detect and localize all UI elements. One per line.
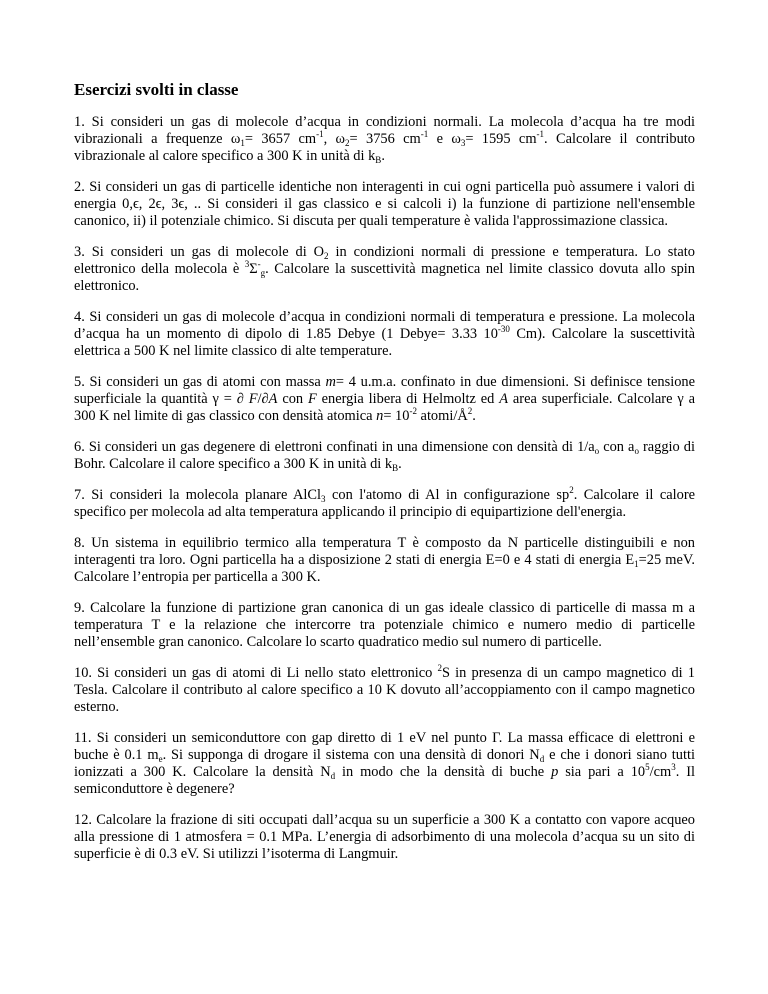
text-run: . (398, 456, 402, 472)
exercise-7 (74, 487, 695, 521)
text-run: con a (599, 439, 635, 455)
exercise-9 (74, 600, 695, 651)
text-run: = 3657 cm (244, 131, 317, 147)
text-run: in modo che la densità di buche (335, 764, 552, 780)
exercise-6 (74, 439, 695, 473)
exercise-8 (74, 535, 695, 586)
exercise-5 (74, 374, 695, 425)
superscript: -1 (316, 129, 324, 139)
subscript: 1 (240, 138, 245, 148)
superscript: - (257, 259, 261, 269)
subscript: 2 (324, 251, 329, 261)
text-run: raggio di Bohr. Calcolare il calore specifico a 300 K in unità di k (74, 439, 695, 472)
text-run: 10. Si consideri un gas di atomi di Li nello stato elettronico (74, 665, 438, 681)
exercise-1 (74, 114, 695, 165)
text-run: . Si supponga di drogare il sistema con una densità di donori N (162, 747, 540, 763)
superscript: 3 (671, 762, 676, 772)
text-run: energia libera di Helmoltz ed (316, 391, 500, 407)
text-run: 9. Calcolare la funzione di partizione gran canonica di un gas ideale classico di particelle di massa m a temperatura T e la relazione che intercorre tra potenziale chimico e numero medio di particelle nell’ensemble gran canonico. Calcolare lo scarto quadratico medio sul numero di particelle. (74, 600, 695, 650)
text-run: . Calcolare il calore specifico per molecola ad alta temperatura applicando il principio di equipartizione dell'energia. (74, 487, 695, 520)
exercise-11 (74, 730, 695, 798)
text-run: Σ (249, 261, 258, 277)
exercise-list (74, 114, 695, 863)
text-run: e che i donori siano tutti ionizzati a 300 K. Calcolare la densità N (74, 747, 695, 780)
text-run: S in presenza di un campo magnetico di 1 Tesla. Calcolare il contributo al calore specifico a 10 K dovuto all’accoppiamento con il campo magnetico esterno. (74, 665, 695, 715)
text-run: in condizioni normali di pressione e temperatura. Lo stato elettronico della molecola è (74, 244, 695, 277)
subscript: g (260, 268, 266, 278)
italic-symbol: A (268, 391, 278, 407)
subscript: 3 (321, 494, 326, 504)
italic-symbol: m (325, 374, 336, 390)
superscript: 2 (569, 485, 574, 495)
exercise-12 (74, 812, 695, 863)
italic-symbol: F (248, 391, 258, 407)
document-title: Esercizi svolti in classe (74, 80, 239, 99)
subscript: 2 (345, 138, 350, 148)
subscript: o (594, 446, 600, 456)
exercise-3 (74, 244, 695, 295)
text-run: = 3756 cm (349, 131, 421, 147)
italic-symbol: n (376, 408, 384, 424)
text-run: 6. Si consideri un gas degenere di elettroni confinati in una dimensione con densità di 1/a (74, 439, 595, 455)
text-run: . (381, 148, 385, 164)
text-run: 11. Si consideri un semiconduttore con gap diretto di 1 eV nel punto Γ. La massa efficace di elettroni e buche è 0.1 m (74, 730, 695, 763)
text-run: sia pari a 10 (558, 764, 646, 780)
superscript: -30 (497, 324, 510, 334)
subscript: B (392, 463, 399, 473)
text-run: 7. Si consideri la molecola planare AlCl (74, 487, 322, 503)
text-run: . Il semiconduttore è degenere? (74, 764, 695, 797)
text-run: 5. Si consideri un gas di atomi con massa (74, 374, 326, 390)
text-run: 3. Si consideri un gas di molecole di O (74, 244, 325, 260)
text-run: = 4 u.m.a. confinato in due dimensioni. Si definisce tensione superficiale la quantità γ = ∂ (74, 374, 695, 407)
text-run: atomi/Å (416, 408, 468, 424)
superscript: -2 (409, 406, 417, 416)
subscript: B (375, 155, 382, 165)
text-run: 2. Si consideri un gas di particelle identiche non interagenti in cui ogni particella può assumere i valori di energia 0,ϵ, 2ϵ, 3ϵ, .. Si consideri il gas classico e si calcoli i) la funzione di partizione nell'ensemble canonico, ii) il potenziale chimico. Si discuta per quali temperature è valida l'approssimazione classica. (74, 179, 695, 229)
subscript: o (634, 446, 639, 456)
text-run: . (472, 408, 476, 424)
text-run: . Calcolare il contributo vibrazionale al calore specifico a 300 K in unità di k (74, 131, 695, 164)
text-run: =25 meV. Calcolare l’entropia per particella a 300 K. (74, 552, 695, 585)
text-run: 1. Si consideri un gas di molecole d’acqua in condizioni normali. La molecola d’acqua ha tre modi vibrazionali a frequenze ω (74, 114, 695, 147)
superscript: -1 (536, 129, 545, 139)
text-run: , ω (323, 131, 346, 147)
text-run: con (277, 391, 308, 407)
superscript: 5 (645, 762, 650, 772)
text-run: = 10 (383, 408, 410, 424)
exercise-4 (74, 309, 695, 360)
superscript: 2 (467, 406, 473, 416)
text-run: 4. Si consideri un gas di molecole d’acqua in condizioni normali di temperatura e pressione. La molecola d’acqua ha un momento di dipolo di 1.85 Debye (1 Debye= 3.33 10 (74, 309, 695, 342)
subscript: d (330, 771, 336, 781)
subscript: 3 (460, 138, 466, 148)
text-run: 12. Calcolare la frazione di siti occupati dall’acqua su un superficie a 300 K a contatto con vapore acqueo alla pressione di 1 atmosfera = 0.1 MPa. L’energia di adsorbimento di una molecola d’acqua su un sito di superficie è di 0.3 eV. Si utilizzi l’isoterma di Langmuir. (74, 812, 695, 862)
exercise-2 (74, 179, 695, 230)
text-run: area superficiale. Calcolare γ a 300 K nel limite di gas classico con densità atomica (74, 391, 695, 424)
text-run: /∂ (257, 391, 269, 407)
text-run: . Calcolare la suscettività magnetica nel limite classico dovuta allo spin elettronico. (74, 261, 695, 294)
text-run: e ω (428, 131, 461, 147)
text-run: 8. Un sistema in equilibrio termico alla temperatura T è composto da N particelle distinguibili e non interagenti tra loro. Ogni particella ha a disposizione 2 stati di energia E=0 e 4 stati di energia E (74, 535, 695, 568)
italic-symbol: A (499, 391, 509, 407)
subscript: 1 (634, 559, 639, 569)
italic-symbol: F (307, 391, 317, 407)
superscript: 2 (437, 663, 443, 673)
superscript: -1 (420, 129, 429, 139)
text-run: Cm). Calcolare la suscettività elettrica a 500 K nel limite classico di alte temperature. (74, 326, 695, 359)
text-run: = 1595 cm (465, 131, 537, 147)
superscript: 3 (244, 259, 250, 269)
text-run: /cm (649, 764, 672, 780)
subscript: d (539, 754, 545, 764)
exercise-10 (74, 665, 695, 716)
document-page (74, 80, 695, 877)
text-run: con l'atomo di Al in configurazione sp (325, 487, 570, 503)
subscript: e (158, 754, 163, 764)
italic-symbol: p (551, 764, 559, 780)
